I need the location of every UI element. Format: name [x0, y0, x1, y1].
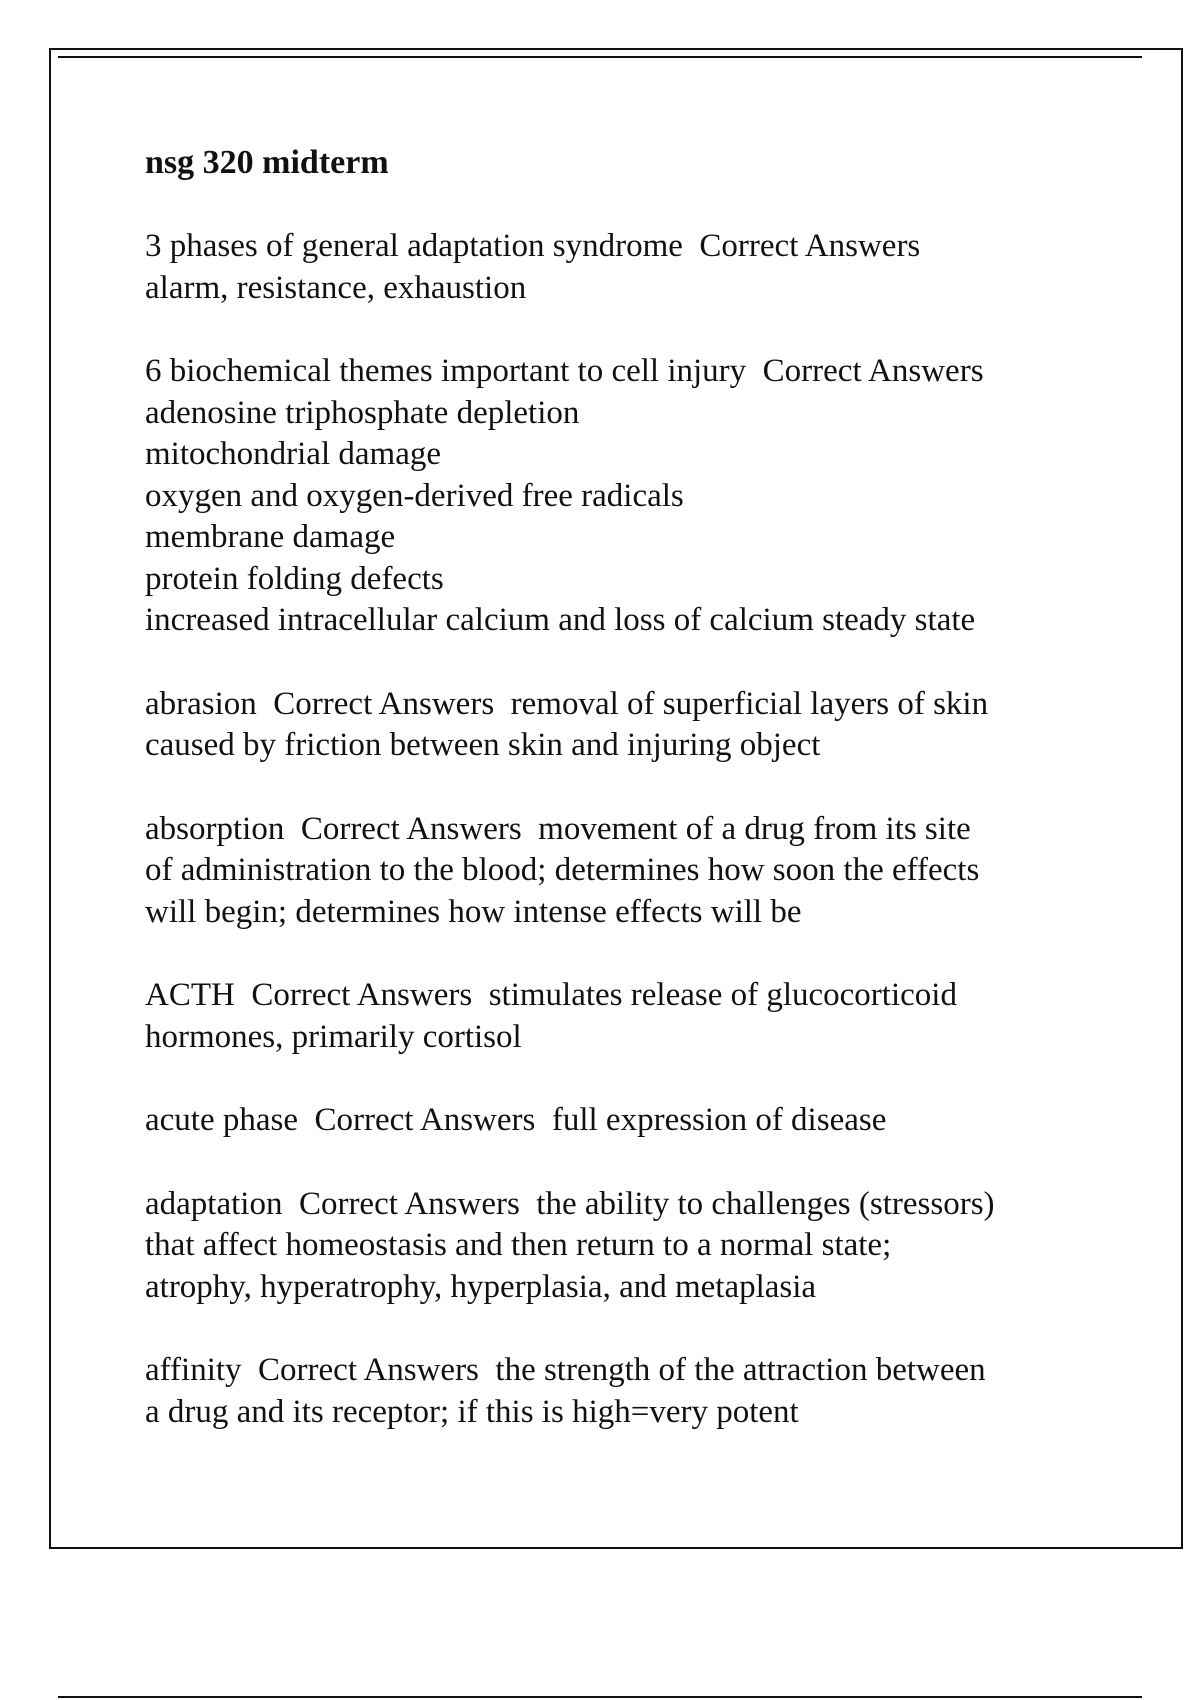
- entry-line: alarm, resistance, exhaustion: [145, 269, 527, 306]
- entry-line: caused by friction between skin and injuring object: [145, 727, 821, 763]
- entry-line: increased intracellular calcium and loss of calcium steady state: [145, 602, 976, 638]
- entry-line: 6 biochemical themes important to cell injury Correct Answers: [145, 353, 984, 389]
- bottom-rule: [58, 1696, 1142, 1698]
- entry-line: affinity Correct Answers the strength of the attraction between: [145, 1352, 986, 1388]
- entry-acute-phase: [145, 1100, 1105, 1142]
- entry-line: abrasion Correct Answers removal of superficial layers of skin: [145, 685, 989, 722]
- entry-affinity: [145, 1350, 1105, 1433]
- entry-line: of administration to the blood; determines how soon the effects: [145, 852, 980, 888]
- entry-line: oxygen and oxygen-derived free radicals: [145, 477, 684, 514]
- entry-absorption: [145, 809, 1105, 934]
- entry-line: protein folding defects: [145, 560, 444, 597]
- entry-line: that affect homeostasis and then return to a normal state;: [145, 1227, 892, 1263]
- document-body: [145, 142, 1105, 1475]
- entry-general-adaptation-syndrome: [145, 226, 1105, 309]
- entry-adaptation: [145, 1184, 1105, 1309]
- entry-line: mitochondrial damage: [145, 436, 441, 472]
- entry-line: will begin; determines how intense effects will be: [145, 893, 802, 930]
- entry-acth: [145, 975, 1105, 1058]
- entry-line: a drug and its receptor; if this is high=very potent: [145, 1393, 799, 1430]
- entry-line: adaptation Correct Answers the ability to challenges (stressors): [145, 1185, 995, 1222]
- entry-line: hormones, primarily cortisol: [145, 1018, 522, 1055]
- entry-line: adenosine triphosphate depletion: [145, 394, 580, 431]
- entry-line: atrophy, hyperatrophy, hyperplasia, and metaplasia: [145, 1268, 817, 1305]
- entry-line: absorption Correct Answers movement of a drug from its site: [145, 810, 971, 847]
- entry-line: membrane damage: [145, 519, 396, 555]
- entry-line: ACTH Correct Answers stimulates release of glucocorticoid: [145, 977, 957, 1013]
- entry-line: 3 phases of general adaptation syndrome Correct Answers: [145, 228, 921, 264]
- entry-biochemical-themes: [145, 351, 1105, 642]
- entry-abrasion: [145, 684, 1105, 767]
- entry-line: acute phase Correct Answers full expression of disease: [145, 1102, 887, 1138]
- document-title: nsg 320 midterm: [145, 144, 389, 181]
- top-rule: [58, 56, 1142, 58]
